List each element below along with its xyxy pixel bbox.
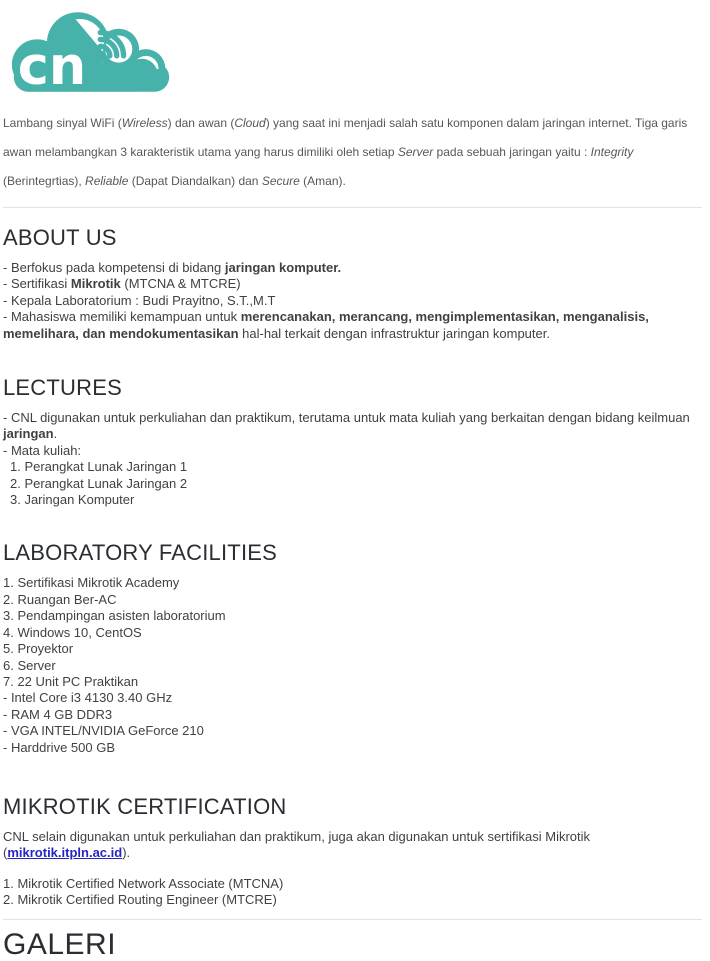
certification-intro: CNL selain digunakan untuk perkuliahan dan praktikum, juga akan digunakan untuk sertifikasi Mikrotik (mikrotik.itpln.ac.id). xyxy=(3,828,591,861)
facility-item: 7. 22 Unit PC Praktikan xyxy=(3,673,139,689)
logo-letters: cn xyxy=(17,36,87,96)
about-line: - Sertifikasi Mikrotik (MTCNA & MTCRE) xyxy=(3,276,241,292)
course-item: 2. Perangkat Lunak Jaringan 2 xyxy=(10,475,188,491)
lectures-heading: LECTURES xyxy=(3,375,122,401)
about-us-heading: ABOUT US xyxy=(3,225,117,250)
certification-item: 2. Mikrotik Certified Routing Engineer (MTCRE) xyxy=(3,892,277,908)
lectures-line: - Mata kuliah: xyxy=(3,442,82,458)
facility-spec-item: - VGA INTEL/NVIDIA GeForce 210 xyxy=(3,723,204,739)
facility-item: 4. Windows 10, CentOS xyxy=(3,624,142,640)
facility-item: 2. Ruangan Ber-AC xyxy=(3,591,117,607)
section-laboratory-facilities xyxy=(3,538,702,755)
certification-item: 1. Mikrotik Certified Network Associate (MTCNA) xyxy=(3,875,284,891)
cnl-cloud-wifi-icon xyxy=(10,8,175,96)
facility-item: 1. Sertifikasi Mikrotik Academy xyxy=(3,575,180,591)
section-lectures xyxy=(3,373,702,508)
facility-spec-item: - RAM 4 GB DDR3 xyxy=(3,706,113,722)
facility-item: 3. Pendampingan asisten laboratorium xyxy=(3,608,226,624)
logo-description-paragraph: Lambang sinyal WiFi (Wireless) dan awan (Cloud) yang saat ini menjadi salah satu komponen dalam jaringan internet. Tiga garis awan melambangkan 3 karakteristik utama yang harus dimiliki oleh setiap Server pada sebuah jaringan yaitu : Integrity (Berintegrtias), Reliable (Dapat Diandalkan) dan Secure (Aman). xyxy=(3,116,688,188)
about-line: - Kepala Laboratorium : Budi Prayitno, S.T.,M.T xyxy=(3,292,276,308)
mikrotik-link[interactable]: mikrotik.itpln.ac.id xyxy=(7,845,123,861)
facility-spec-item: - Intel Core i3 4130 3.40 GHz xyxy=(3,690,173,706)
section-about-us xyxy=(3,223,702,342)
section-mikrotik-certification xyxy=(3,792,702,909)
course-item: 3. Jaringan Komputer xyxy=(10,492,135,508)
facility-item: 5. Proyektor xyxy=(3,641,74,657)
laboratory-facilities-heading: LABORATORY FACILITIES xyxy=(3,540,278,566)
about-line: - Mahasiswa memiliki kemampuan untuk merencanakan, merancang, mengimplementasikan, menganalisis, memelihara, dan mendokumentasikan hal-hal terkait dengan infrastruktur jaringan komputer. xyxy=(3,309,649,341)
cnl-logo xyxy=(10,8,702,96)
course-item: 1. Perangkat Lunak Jaringan 1 xyxy=(10,459,188,475)
about-line: - Berfokus pada kompetensi di bidang jaringan komputer. xyxy=(3,260,342,275)
divider xyxy=(3,207,702,208)
facility-item: 6. Server xyxy=(3,657,56,673)
gallery-heading: GALERI xyxy=(3,927,117,961)
divider xyxy=(3,919,702,920)
lectures-line: - CNL digunakan untuk perkuliahan dan praktikum, terutama untuk mata kuliah yang berkaitan dengan bidang keilmuan jaringan. xyxy=(3,410,690,442)
mikrotik-certification-heading: MIKROTIK CERTIFICATION xyxy=(3,793,287,819)
facility-spec-item: - Harddrive 500 GB xyxy=(3,739,115,755)
